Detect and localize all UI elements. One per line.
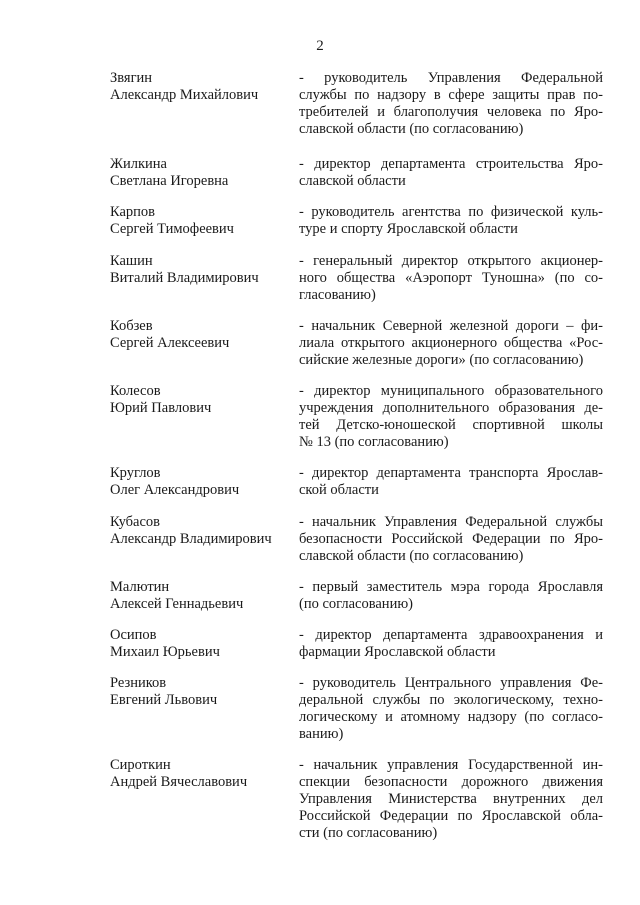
member-given-name: Александр Владимирович <box>110 531 272 547</box>
member-surname: Сироткин <box>110 757 171 773</box>
member-role <box>299 465 603 499</box>
role-line: - директор департамента здравоохранения и <box>299 627 603 643</box>
role-line: учреждения дополнительного образования де- <box>299 400 603 416</box>
role-line: сийские железные дороги» (по согласованию) <box>299 352 584 368</box>
member-name <box>110 579 290 613</box>
member-name <box>110 253 290 287</box>
member-given-name: Сергей Тимофеевич <box>110 221 234 237</box>
member-name <box>110 318 290 352</box>
role-line: - директор муниципального образовательного <box>299 383 603 399</box>
member-role <box>299 383 603 451</box>
member-name <box>110 204 290 238</box>
member-name <box>110 383 290 417</box>
member-surname: Жилкина <box>110 156 167 172</box>
member-role <box>299 627 603 661</box>
member-name <box>110 757 290 791</box>
role-line: ного общества «Аэропорт Туношна» (по со- <box>299 270 603 286</box>
role-line: - начальник Северной железной дороги – фи- <box>299 318 603 334</box>
role-line: деральной службы по экологическому, техно- <box>299 692 603 708</box>
role-line: тей Детско-юношеской спортивной школы <box>299 417 603 433</box>
role-line: - руководитель агентства по физической куль- <box>299 204 603 220</box>
role-line: - директор департамента строительства Яро- <box>299 156 603 172</box>
role-line: (по согласованию) <box>299 596 413 612</box>
role-line: славской области (по согласованию) <box>299 548 524 564</box>
role-line: - руководитель Центрального управления Фе- <box>299 675 603 691</box>
role-line: славской области <box>299 173 406 189</box>
member-role <box>299 156 603 190</box>
member-name <box>110 70 290 104</box>
role-line: лиала открытого акционерного общества «Рос- <box>299 335 603 351</box>
member-given-name: Александр Михайлович <box>110 87 259 103</box>
member-role <box>299 318 603 369</box>
role-line: службы по надзору в сфере защиты прав по- <box>299 87 603 103</box>
role-line: логическому и атомному надзору (по согласо- <box>299 709 603 725</box>
member-role <box>299 675 603 743</box>
role-line: гласованию) <box>299 287 376 303</box>
member-given-name: Алексей Геннадьевич <box>110 596 244 612</box>
role-line: - начальник Управления Федеральной службы <box>299 514 603 530</box>
member-surname: Малютин <box>110 579 170 595</box>
role-line: фармации Ярославской области <box>299 644 496 660</box>
member-surname: Колесов <box>110 383 161 399</box>
member-given-name: Светлана Игоревна <box>110 173 229 189</box>
member-given-name: Виталий Владимирович <box>110 270 259 286</box>
member-surname: Осипов <box>110 627 157 643</box>
role-line: славской области (по согласованию) <box>299 121 524 137</box>
member-given-name: Евгений Львович <box>110 692 218 708</box>
role-line: Российской Федерации по Ярославской обла- <box>299 808 603 824</box>
role-line: сти (по согласованию) <box>299 825 438 841</box>
role-line: Управления Министерства внутренних дел <box>299 791 603 807</box>
member-role <box>299 579 603 613</box>
member-role <box>299 514 603 565</box>
member-role <box>299 204 603 238</box>
member-role <box>299 70 603 138</box>
role-line: - директор департамента транспорта Ярослав- <box>299 465 603 481</box>
member-surname: Резников <box>110 675 167 691</box>
member-role <box>299 757 603 842</box>
member-surname: Звягин <box>110 70 153 86</box>
member-name <box>110 627 290 661</box>
member-role <box>299 253 603 304</box>
member-name <box>110 465 290 499</box>
role-line: - начальник управления Государственной ин- <box>299 757 603 773</box>
member-name <box>110 675 290 709</box>
member-given-name: Юрий Павлович <box>110 400 212 416</box>
role-line: - генеральный директор открытого акционер- <box>299 253 603 269</box>
member-surname: Карпов <box>110 204 156 220</box>
member-surname: Кобзев <box>110 318 153 334</box>
role-line: - первый заместитель мэра города Ярославля <box>299 579 603 595</box>
page-number: 2 <box>316 38 324 54</box>
member-given-name: Олег Александрович <box>110 482 240 498</box>
member-given-name: Андрей Вячеславович <box>110 774 248 790</box>
member-surname: Круглов <box>110 465 161 481</box>
role-line: ской области <box>299 482 379 498</box>
role-line: № 13 (по согласованию) <box>299 434 449 450</box>
member-name <box>110 514 290 548</box>
role-line: туре и спорту Ярославской области <box>299 221 518 237</box>
role-line: - руководитель Управления Федеральной <box>299 70 603 86</box>
member-surname: Кубасов <box>110 514 160 530</box>
member-given-name: Сергей Алексеевич <box>110 335 230 351</box>
role-line: спекции безопасности дорожного движения <box>299 774 603 790</box>
member-name <box>110 156 290 190</box>
role-line: безопасности Российской Федерации по Яро- <box>299 531 603 547</box>
member-given-name: Михаил Юрьевич <box>110 644 220 660</box>
role-line: требителей и благополучия человека по Яро- <box>299 104 603 120</box>
role-line: ванию) <box>299 726 344 742</box>
member-surname: Кашин <box>110 253 153 269</box>
